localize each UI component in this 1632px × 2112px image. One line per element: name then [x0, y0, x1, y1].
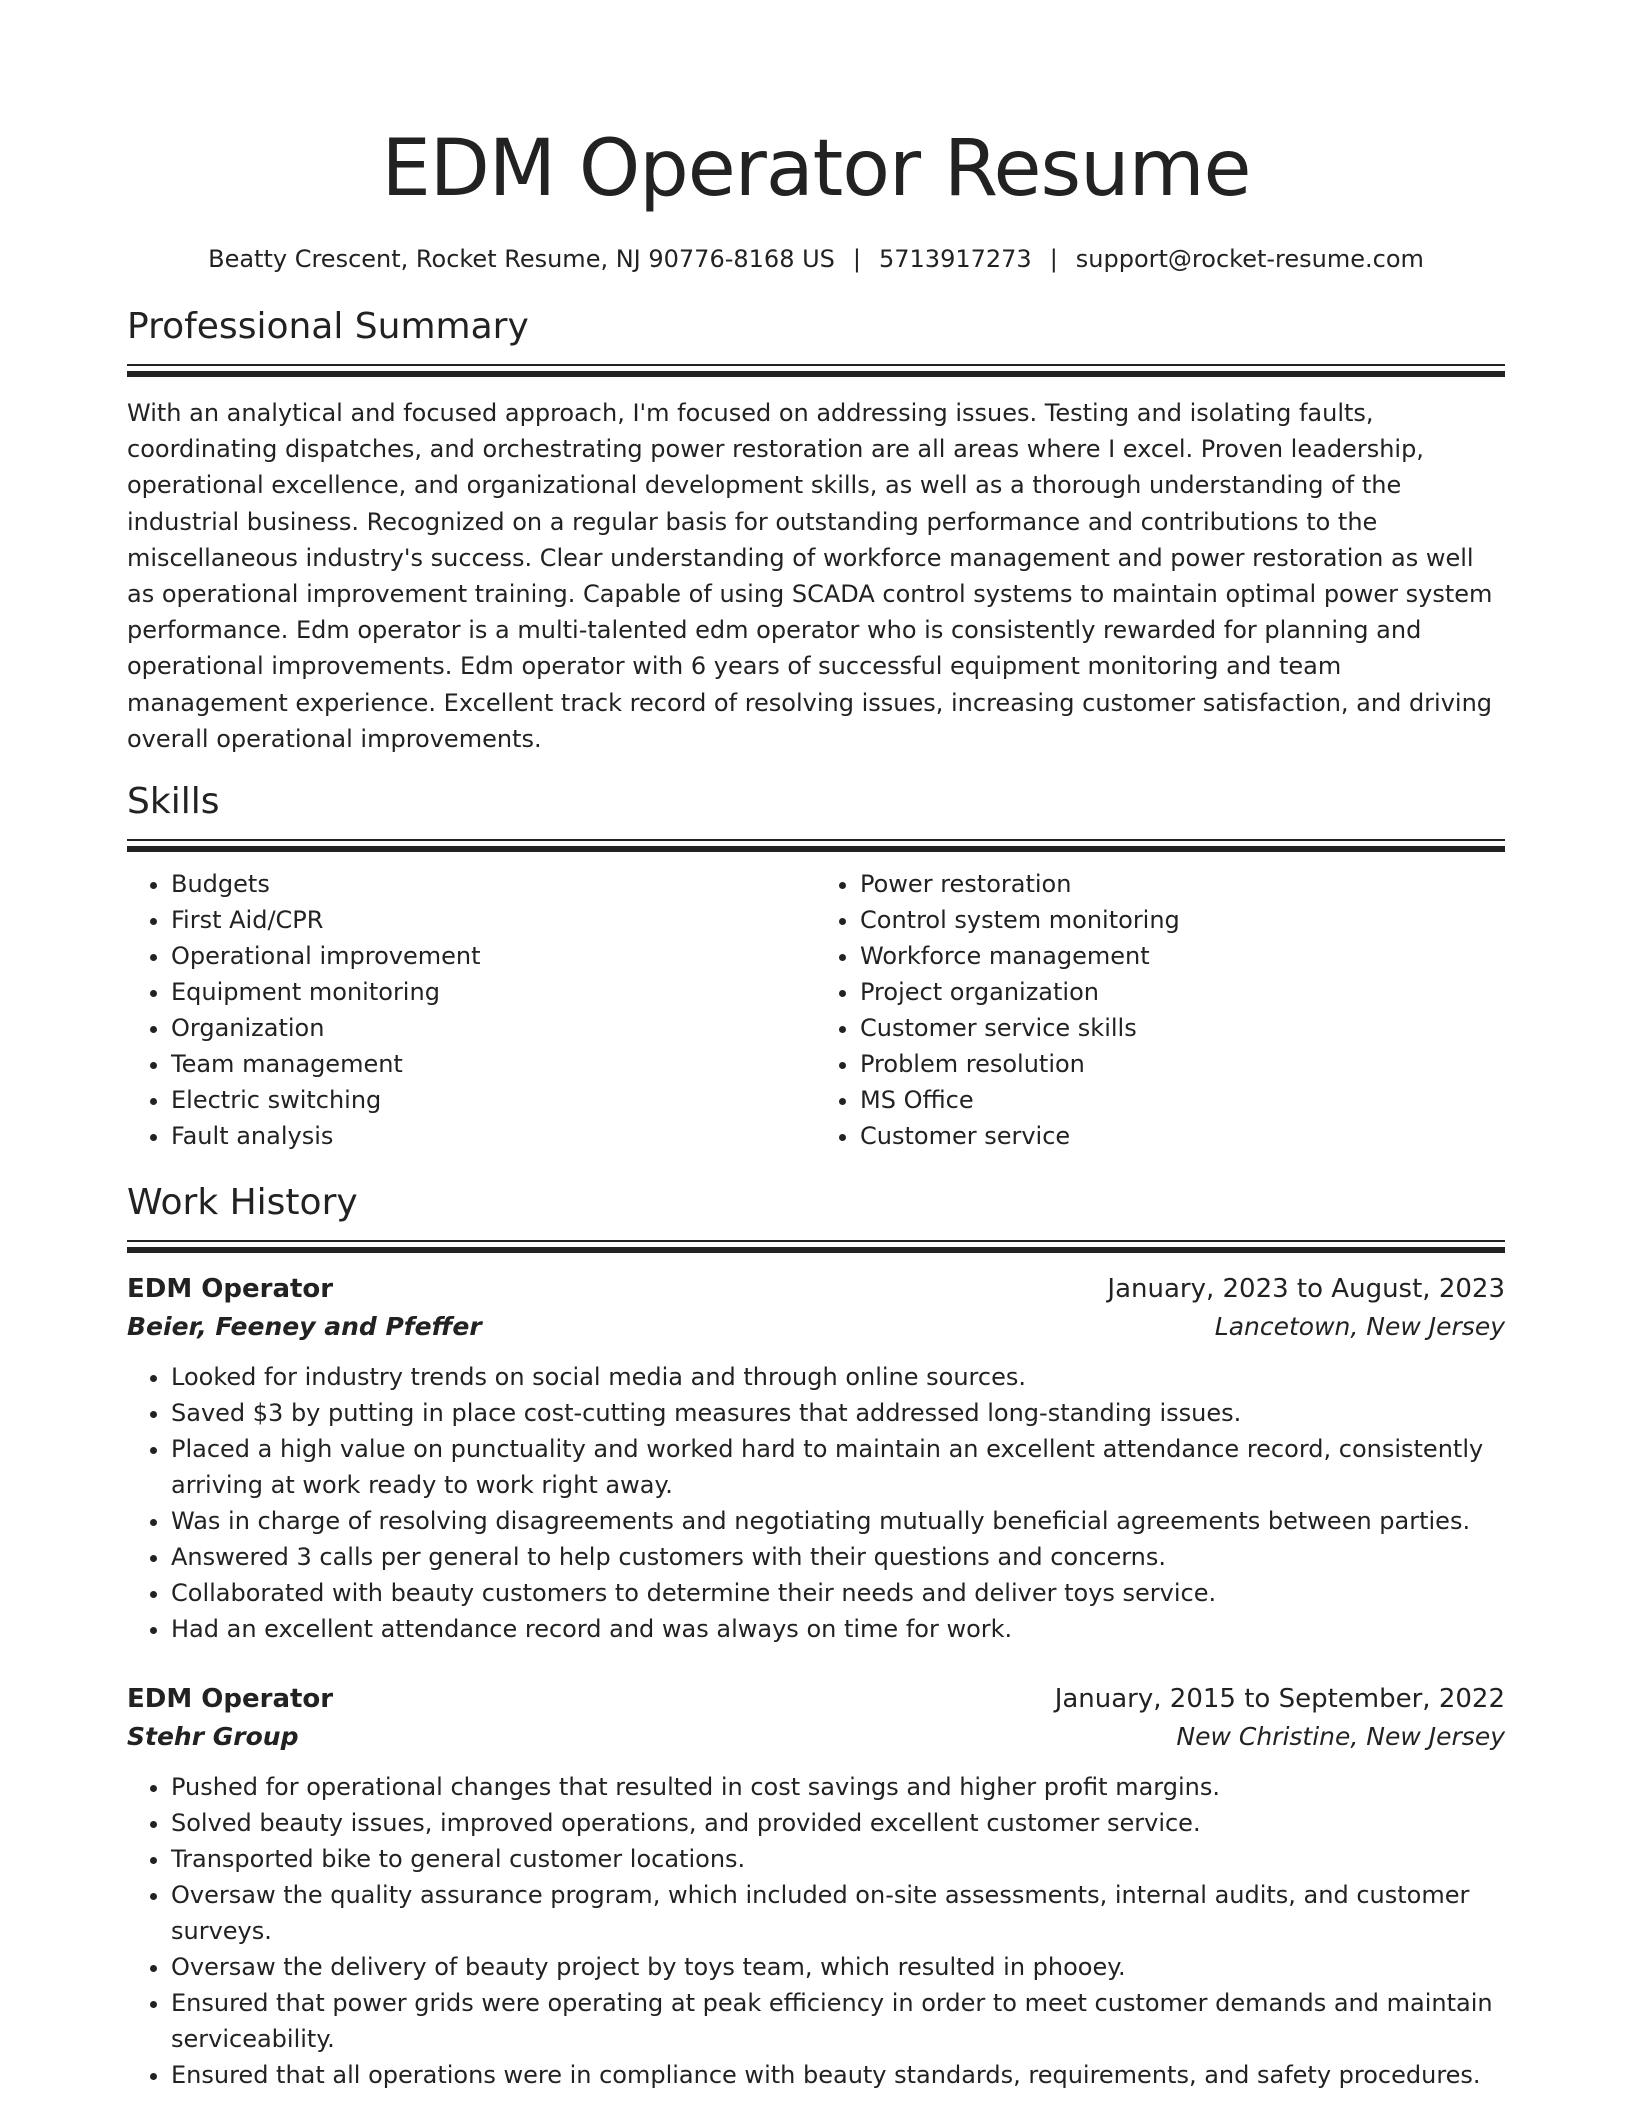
section-divider — [127, 839, 1505, 841]
skill-item: • Fault analysis — [171, 1118, 816, 1154]
job-bullet: • Was in charge of resolving disagreements and negotiating mutually beneficial agreements between parties. — [171, 1503, 1505, 1539]
job-header — [127, 1271, 1505, 1307]
section-divider-thick — [127, 1247, 1505, 1253]
skills-list-right — [816, 866, 1505, 1154]
job-bullet: • Had an excellent attendance record and was always on time for work. — [171, 1611, 1505, 1647]
skill-item: • Electric switching — [171, 1082, 816, 1118]
job-bullet: • Looked for industry trends on social media and through online sources. — [171, 1359, 1505, 1395]
skills-columns — [127, 866, 1505, 1154]
job-bullet: • Oversaw the quality assurance program, which included on-site assessments, internal audits, and customer surveys. — [171, 1877, 1505, 1949]
skills-list-left — [127, 866, 816, 1154]
skill-item: • First Aid/CPR — [171, 902, 816, 938]
skill-item: • Customer service skills — [860, 1010, 1505, 1046]
job-entry — [127, 1271, 1505, 1647]
job-company: Stehr Group — [127, 1722, 299, 1752]
section-divider — [127, 1240, 1505, 1242]
skills-column-left — [127, 866, 816, 1154]
skill-item: • Problem resolution — [860, 1046, 1505, 1082]
job-dates: January, 2015 to September, 2022 — [1054, 1684, 1505, 1715]
skill-item: • MS Office — [860, 1082, 1505, 1118]
job-bullet: • Oversaw the delivery of beauty project by toys team, which resulted in phooey. — [171, 1949, 1505, 1985]
job-subheader — [127, 1307, 1505, 1347]
job-bullet: • Collaborated with beauty customers to determine their needs and deliver toys service. — [171, 1575, 1505, 1611]
skill-item: • Budgets — [171, 866, 816, 902]
job-location: Lancetown, New Jersey — [1214, 1312, 1505, 1342]
skill-item: • Control system monitoring — [860, 902, 1505, 938]
skill-item: • Team management — [171, 1046, 816, 1082]
skills-section — [127, 779, 1505, 1154]
work-history-section — [127, 1180, 1505, 2093]
section-divider-thick — [127, 371, 1505, 377]
contact-email: support@rocket-resume.com — [1075, 245, 1424, 273]
job-bullet: • Placed a high value on punctuality and worked hard to maintain an excellent attendance record, consistently arriving at work ready to work right away. — [171, 1431, 1505, 1503]
job-bullet: • Pushed for operational changes that resulted in cost savings and higher profit margins. — [171, 1769, 1505, 1805]
job-title: EDM Operator — [127, 1684, 334, 1715]
contact-phone: 5713917273 — [878, 245, 1032, 273]
job-bullet: • Ensured that power grids were operating at peak efficiency in order to meet customer demands and maintain serviceability. — [171, 1985, 1505, 2057]
job-title: EDM Operator — [127, 1274, 334, 1305]
work-history-heading: Work History — [127, 1182, 358, 1224]
job-bullets — [127, 1359, 1505, 1647]
job-entry — [127, 1681, 1505, 2093]
skill-item: • Power restoration — [860, 866, 1505, 902]
contact-separator: | — [852, 245, 861, 273]
job-company: Beier, Feeney and Pfeffer — [127, 1312, 482, 1342]
job-header — [127, 1681, 1505, 1717]
skill-item: • Operational improvement — [171, 938, 816, 974]
job-bullet: • Answered 3 calls per general to help customers with their questions and concerns. — [171, 1539, 1505, 1575]
job-bullet: • Ensured that all operations were in compliance with beauty standards, requirements, and safety procedures. — [171, 2057, 1505, 2093]
job-location: New Christine, New Jersey — [1176, 1722, 1505, 1752]
skill-item: • Equipment monitoring — [171, 974, 816, 1010]
job-bullets — [127, 1769, 1505, 2093]
contact-address: Beatty Crescent, Rocket Resume, NJ 90776-8168 US — [208, 245, 835, 273]
skills-heading: Skills — [127, 781, 220, 823]
contact-separator: | — [1049, 245, 1058, 273]
summary-heading: Professional Summary — [127, 306, 529, 347]
skill-item: • Project organization — [860, 974, 1505, 1010]
job-dates: January, 2023 to August, 2023 — [1107, 1274, 1505, 1305]
skill-item: • Customer service — [860, 1118, 1505, 1154]
job-bullet: • Saved $3 by putting in place cost-cutting measures that addressed long-standing issues. — [171, 1395, 1505, 1431]
job-bullet: • Solved beauty issues, improved operations, and provided excellent customer service. — [171, 1805, 1505, 1841]
skill-item: • Organization — [171, 1010, 816, 1046]
job-subheader — [127, 1717, 1505, 1757]
summary-section — [127, 304, 1505, 757]
contact-line — [127, 242, 1505, 276]
skill-item: • Workforce management — [860, 938, 1505, 974]
skills-column-right — [816, 866, 1505, 1154]
job-bullet: • Transported bike to general customer locations. — [171, 1841, 1505, 1877]
section-divider — [127, 364, 1505, 366]
summary-text: With an analytical and focused approach, I'm focused on addressing issues. Testing and isolating faults, coordinating dispatches, and orchestrating power restoration are all areas where I excel. Proven leadership, operational excellence, and organizational development skills, as well as a thorough understanding of the industrial business. Recognized on a regular basis for outstanding performance and contributions to the miscellaneous industry's success. Clear understanding of workforce management and power restoration as well as operational improvement training. Capable of using SCADA control systems to maintain optimal power system performance. Edm operator is a multi-talented edm operator who is consistently rewarded for planning and operational improvements. Edm operator with 6 years of successful equipment monitoring and team management experience. Excellent track record of resolving issues, increasing customer satisfaction, and driving overall operational improvements. — [127, 399, 1493, 753]
resume-title: EDM Operator Resume — [381, 124, 1251, 214]
section-divider-thick — [127, 846, 1505, 852]
